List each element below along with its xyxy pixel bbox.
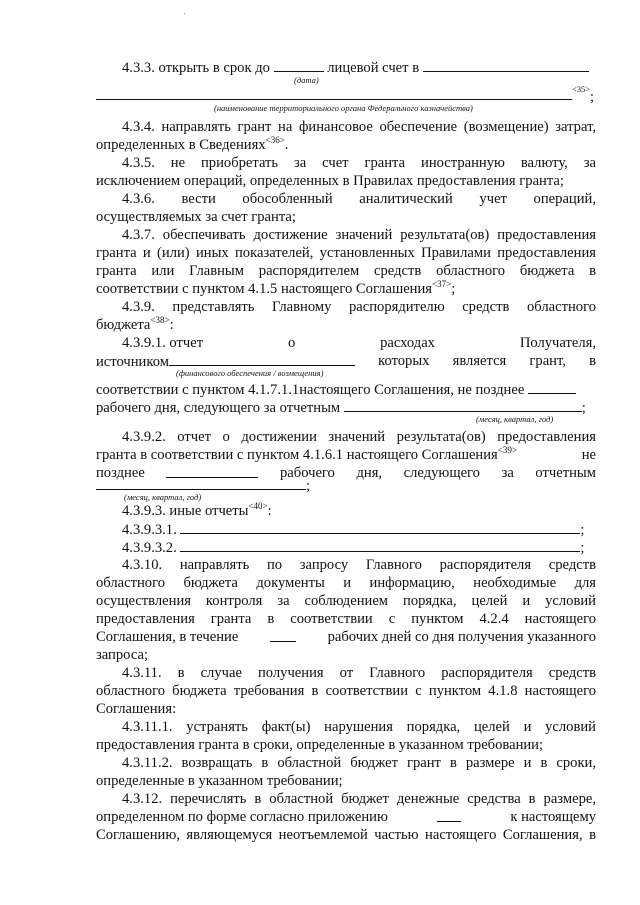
clause-4-3-6-line-1: 4.3.6. вести обособленный аналитический учет операций, (122, 191, 596, 207)
clause-4-3-3-text: 4.3.3. открыть в срок до (122, 60, 270, 76)
days-blank (528, 380, 576, 394)
workdays-blank (270, 628, 296, 642)
footnote-ref-37: <37> (432, 279, 452, 289)
caption-period: (месяц, квартал, год) (476, 414, 554, 424)
clause-4-3-9-1-line-3: соответствии с пунктом 4.1.7.1.1настоящего Соглашения, не позднее (96, 380, 596, 399)
clause-4-3-9-3-line-1: 4.3.9.3. иные отчеты$^{<40>}$: (122, 501, 272, 519)
clause-4-3-11-line-1: 4.3.11. в случае получения от Главного распорядителя средств (122, 665, 596, 681)
organ-blank (423, 58, 589, 72)
clause-4-3-12-line-3: Соглашению, являющемуся неотъемлемой частью настоящего Соглашения, в (96, 827, 596, 843)
clause-4-3-11-2-line-1: 4.3.11.2. возвращать в областной бюджет грант в размере и в сроки, (122, 755, 596, 771)
clause-4-3-10-line-3: осуществления контроля за соблюдением порядка, целей и условий (96, 593, 596, 609)
other-report-blank-1 (180, 520, 580, 534)
clause-4-3-9-1-line-4: рабочего дня, следующего за отчетным ; (96, 400, 586, 416)
footnote-ref-40: <40> (248, 501, 268, 511)
date-blank (274, 58, 324, 72)
clause-4-3-9-line-2: бюджета$^{<38>}$: (96, 315, 174, 333)
clause-4-3-7-line-4: соответствии с пунктом 4.1.5 настоящего Соглашения$^{<37>}$; (96, 279, 456, 297)
caption-financing: (финансового обеспечения / возмещения) (176, 368, 324, 378)
clause-4-3-9-2-line-2: гранта в соответствии с пунктом 4.1.6.1 настоящего Соглашения$^{<39>}$ не (96, 445, 596, 463)
caption-period-2: (месяц, квартал, год) (124, 492, 202, 502)
period-blank (344, 398, 582, 412)
clause-4-3-6-line-2: осуществляемых за счет гранта; (96, 209, 296, 225)
appendix-blank (437, 808, 461, 822)
period-blank-2 (96, 476, 306, 490)
clause-4-3-9-line-1: 4.3.9. представлять Главному распорядителю средств областного (122, 299, 596, 315)
semicolon: ; (590, 89, 595, 105)
clause-4-3-9-2-line-3: позднее рабочего дня, следующего за отчетным (96, 465, 596, 481)
clause-4-3-12-line-2: определенном по форме согласно приложению к настоящему (96, 809, 596, 825)
clause-4-3-11-line-3: Соглашения: (96, 701, 177, 717)
clause-4-3-12-line-1: 4.3.12. перечислять в областной бюджет денежные средства в размере, (122, 791, 596, 807)
footnote-ref-39: <39> (497, 445, 517, 455)
caption-organ: (наименование территориального органа Федерального казначейства) (214, 103, 473, 113)
clause-4-3-9-2-line-4: ; (96, 476, 596, 495)
clause-4-3-9-1-line-2: источником которых является грант, в (96, 353, 596, 370)
source-blank (169, 352, 355, 366)
clause-4-3-9-3-1: 4.3.9.3.1. ; (122, 522, 585, 538)
clause-4-3-4-line-2: определенных в Сведениях$^{<36>}$. (96, 135, 289, 153)
clause-4-3-4-line-1: 4.3.4. направлять грант на финансовое обеспечение (возмещение) затрат, (122, 119, 596, 135)
organ-name-line (96, 99, 572, 100)
clause-4-3-10-line-5: Соглашения, в течение рабочих дней со дня получения указанного (96, 629, 596, 645)
clause-4-3-11-2-line-2: определенные в указанном требовании; (96, 773, 343, 789)
scan-speck (184, 13, 185, 14)
clause-4-3-9-1-line-1: 4.3.9.1. отчет о расходах Получателя, (122, 335, 596, 351)
clause-4-3-5-line-2: исключением операций, определенных в Правилах предоставления гранта; (96, 173, 564, 189)
other-report-blank-2 (180, 538, 580, 552)
clause-4-3-11-1-line-2: предоставления гранта в сроки, определенные в указанном требовании; (96, 737, 544, 753)
clause-4-3-11-line-2: областного бюджета требования в соответствии с пунктом 4.1.8 настоящего (96, 683, 596, 699)
clause-4-3-7-line-3: гранта или Главным распорядителем средств областного бюджета в (96, 263, 596, 279)
clause-4-3-7-line-1: 4.3.7. обеспечивать достижение значений результата(ов) предоставления (122, 227, 596, 243)
caption-date: (дата) (294, 75, 319, 85)
clause-4-3-3-line (122, 58, 596, 77)
clause-4-3-7-line-2: гранта и (или) иных показателей, установленных Правилами предоставления (96, 245, 596, 261)
clause-4-3-10-line-2: областного бюджета документы и информацию, необходимые для (96, 575, 596, 591)
footnote-ref-35: <35> (572, 84, 591, 94)
footnote-ref-36: <36> (265, 135, 285, 145)
clause-4-3-3-text-b: лицевой счет в (327, 60, 420, 76)
clause-4-3-5-line-1: 4.3.5. не приобретать за счет гранта иностранную валюту, за (122, 155, 596, 171)
clause-4-3-10-line-4: предоставления гранта в соответствии с пунктом 4.2.4 настоящего (96, 611, 596, 627)
clause-4-3-9-2-line-1: 4.3.9.2. отчет о достижении значений результата(ов) предоставления (122, 429, 596, 445)
clause-4-3-10-line-6: запроса; (96, 647, 149, 663)
clause-4-3-9-3-2: 4.3.9.3.2. ; (122, 540, 585, 556)
clause-4-3-11-1-line-1: 4.3.11.1. устранять факт(ы) нарушения порядка, целей и условий (122, 719, 596, 735)
footnote-ref-38: <38> (150, 315, 170, 325)
clause-4-3-10-line-1: 4.3.10. направлять по запросу Главного распорядителя средств (122, 557, 596, 573)
